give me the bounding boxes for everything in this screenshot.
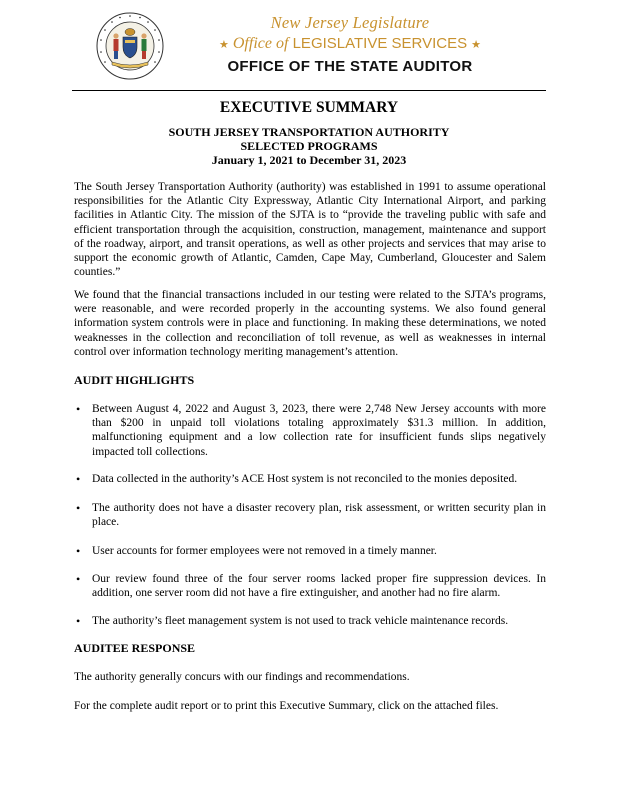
auditee-response-text: The authority generally concurs with our findings and recommendations.: [74, 671, 410, 683]
list-item-text: Our review found three of the four server rooms lacked proper fire suppression devices. In addition, one server room did not have a fire extinguisher, and another had no fire alarm.: [92, 573, 546, 600]
header-divider: [72, 90, 546, 91]
bullet-icon: •: [76, 501, 81, 515]
list-item-text: Data collected in the authority’s ACE Host system is not reconciled to the monies deposited.: [92, 473, 518, 485]
list-item-text: The authority’s fleet management system is not used to track vehicle maintenance records.: [92, 615, 509, 627]
bullet-icon: •: [76, 614, 81, 628]
list-item: [74, 501, 546, 529]
findings-paragraph: We found that the financial transactions included in our testing were related to the SJTA’s programs, were reasonable, and were recorded properly in the accounting systems. We also found general information system controls were in place and functioning. In making these determinations, we noted weaknesses in the collection and reconciliation of toll revenue, as well as weaknesses in internal control over information technology meriting management’s attention.: [74, 289, 546, 358]
page-title: EXECUTIVE SUMMARY: [219, 99, 399, 116]
subtitle-programs: SELECTED PROGRAMS: [240, 139, 378, 153]
intro-paragraph: The South Jersey Transportation Authority (authority) was established in 1991 to assume operational responsibilities for the Atlantic City Expressway, Atlantic City International Airport, and parking facilities in Atlantic City. The mission of the SJTA is to “provide the traveling public with safe and efficient transportation through the acquisition, construction, management, maintenance and support of the roadway, airport, and transit operations, as well as other projects and services that may arise to support the economic growth of Atlantic, Camden, Cape May, Cumberland, Gloucester and Salem counties.”: [74, 181, 546, 279]
list-item: [74, 544, 546, 558]
list-item: [74, 614, 546, 628]
list-item-text: The authority does not have a disaster recovery plan, risk assessment, or written security plan in place.: [92, 502, 546, 529]
list-item: [74, 472, 546, 486]
list-item: [74, 402, 546, 459]
closing-note: For the complete audit report or to print this Executive Summary, click on the attached files.: [74, 700, 499, 712]
subtitle-period: January 1, 2021 to December 31, 2023: [211, 153, 407, 167]
bullet-icon: •: [76, 544, 81, 558]
legislature-name: New Jersey Legislature: [270, 13, 430, 32]
list-item-text: Between August 4, 2022 and August 3, 2023, there were 2,748 New Jersey accounts with more than $200 in unpaid toll violations totaling approximately $31.3 million. In addition, malfunctioning equipment and a low collection rate for insufficient funds slips negatively impacted toll collections.: [92, 403, 546, 458]
list-item: [74, 572, 546, 600]
star-icon: ★: [471, 39, 481, 51]
subtitle-agency: SOUTH JERSEY TRANSPORTATION AUTHORITY: [168, 125, 450, 139]
bullet-icon: •: [76, 472, 81, 486]
auditee-response-heading: AUDITEE RESPONSE: [74, 641, 196, 655]
list-item-text: User accounts for former employees were not removed in a timely manner.: [92, 545, 437, 557]
star-icon: ★: [219, 39, 229, 51]
office-of-text: Office of: [232, 35, 289, 52]
nj-state-seal-icon: [96, 12, 164, 80]
office-of-legislative-services: [200, 35, 500, 53]
office-of-state-auditor: OFFICE OF THE STATE AUDITOR: [227, 58, 473, 75]
audit-highlights-heading: AUDIT HIGHLIGHTS: [74, 373, 195, 387]
legislative-services-text: LEGISLATIVE SERVICES: [292, 35, 468, 52]
bullet-icon: •: [76, 402, 81, 416]
bullet-icon: •: [76, 572, 81, 586]
